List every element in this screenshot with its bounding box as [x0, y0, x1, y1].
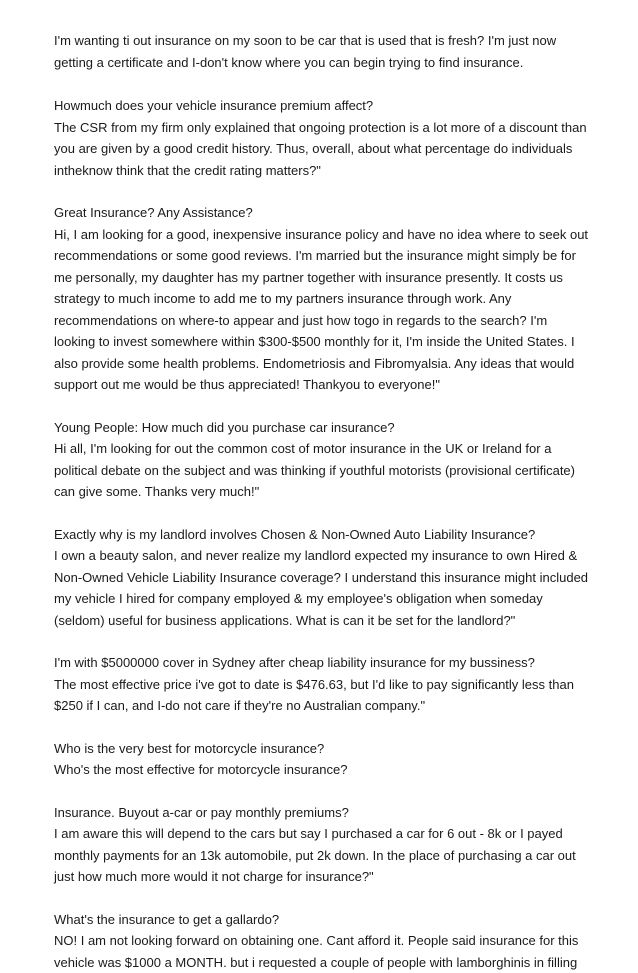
text-line: can give some. Thanks very much!": [54, 481, 588, 503]
text-line: The most effective price i've got to date is $476.63, but I'd like to pay significantly less than: [54, 674, 588, 696]
text-line: also provide some health problems. Endometriosis and Fibromyalsia. Any ideas that would: [54, 353, 588, 375]
text-line: Hi all, I'm looking for out the common cost of motor insurance in the UK or Ireland for a: [54, 438, 588, 460]
text-line: recommendations on where-to appear and just how togo in regards to the search? I'm: [54, 310, 588, 332]
block-heading-line: Insurance. Buyout a-car or pay monthly premiums?: [54, 802, 588, 824]
text-line: intheknow think that the credit rating matters?": [54, 160, 588, 182]
text-line: (seldom) useful for business applications. What is can it be set for the landlord?": [54, 610, 588, 632]
text-line: just how much more would it not charge for insurance?": [54, 866, 588, 888]
text-line: me personally, my daughter has my partner together with insurance presently. It costs us: [54, 267, 588, 289]
text-line: NO! I am not looking forward on obtaining one. Cant afford it. People said insurance for this: [54, 930, 588, 952]
text-line: Who's the most effective for motorcycle insurance?: [54, 759, 588, 781]
text-block: [54, 652, 588, 717]
text-block: [54, 202, 588, 396]
text-line: Hi, I am looking for a good, inexpensive insurance policy and have no idea where to seek out: [54, 224, 588, 246]
text-line: $250 if I can, and I-do not care if they're no Australian company.": [54, 695, 588, 717]
block-heading-line: Who is the very best for motorcycle insurance?: [54, 738, 588, 760]
text-block: [54, 802, 588, 888]
text-block: [54, 909, 588, 973]
text-line: support out me would be thus appreciated! Thankyou to everyone!": [54, 374, 588, 396]
text-line: I own a beauty salon, and never realize my landlord expected my insurance to own Hired &: [54, 545, 588, 567]
text-line: strategy to much income to add me to my partners insurance through work. Any: [54, 288, 588, 310]
block-heading-line: Young People: How much did you purchase car insurance?: [54, 417, 588, 439]
text-block: [54, 738, 588, 781]
text-line: recommendations or some good reviews. I'm married but the insurance might simply be for: [54, 245, 588, 267]
text-line: monthly payments for an 13k automobile, put 2k down. In the place of purchasing a car out: [54, 845, 588, 867]
text-line: political debate on the subject and was thinking if youthful motorists (provisional certificate): [54, 460, 588, 482]
block-heading-line: I'm wanting ti out insurance on my soon to be car that is used that is fresh? I'm just now: [54, 30, 588, 52]
text-line: The CSR from my firm only explained that ongoing protection is a lot more of a discount than: [54, 117, 588, 139]
text-line: Non-Owned Vehicle Liability Insurance coverage? I understand this insurance might included: [54, 567, 588, 589]
text-line: my vehicle I hired for company employed & my employee's obligation when someday: [54, 588, 588, 610]
text-line: looking to invest somewhere within $300-$500 monthly for it, I'm inside the United States. I: [54, 331, 588, 353]
block-heading-line: Exactly why is my landlord involves Chosen & Non-Owned Auto Liability Insurance?: [54, 524, 588, 546]
text-line: I am aware this will depend to the cars but say I purchased a car for 6 out - 8k or I payed: [54, 823, 588, 845]
text-block: [54, 95, 588, 181]
text-block: [54, 524, 588, 632]
text-block: [54, 417, 588, 503]
text-line: you are given by a good credit history. Thus, overall, about what percentage do individuals: [54, 138, 588, 160]
text-line: vehicle was $1000 a MONTH. but i requested a couple of people with lamborghinis in filling: [54, 952, 588, 973]
text-block: [54, 30, 588, 74]
block-heading-line: What's the insurance to get a gallardo?: [54, 909, 588, 931]
block-heading-line: I'm with $5000000 cover in Sydney after cheap liability insurance for my bussiness?: [54, 652, 588, 674]
block-heading-line: Great Insurance? Any Assistance?: [54, 202, 588, 224]
text-line: getting a certificate and I-don't know where you can begin trying to find insurance.: [54, 52, 588, 74]
block-heading-line: Howmuch does your vehicle insurance premium affect?: [54, 95, 588, 117]
